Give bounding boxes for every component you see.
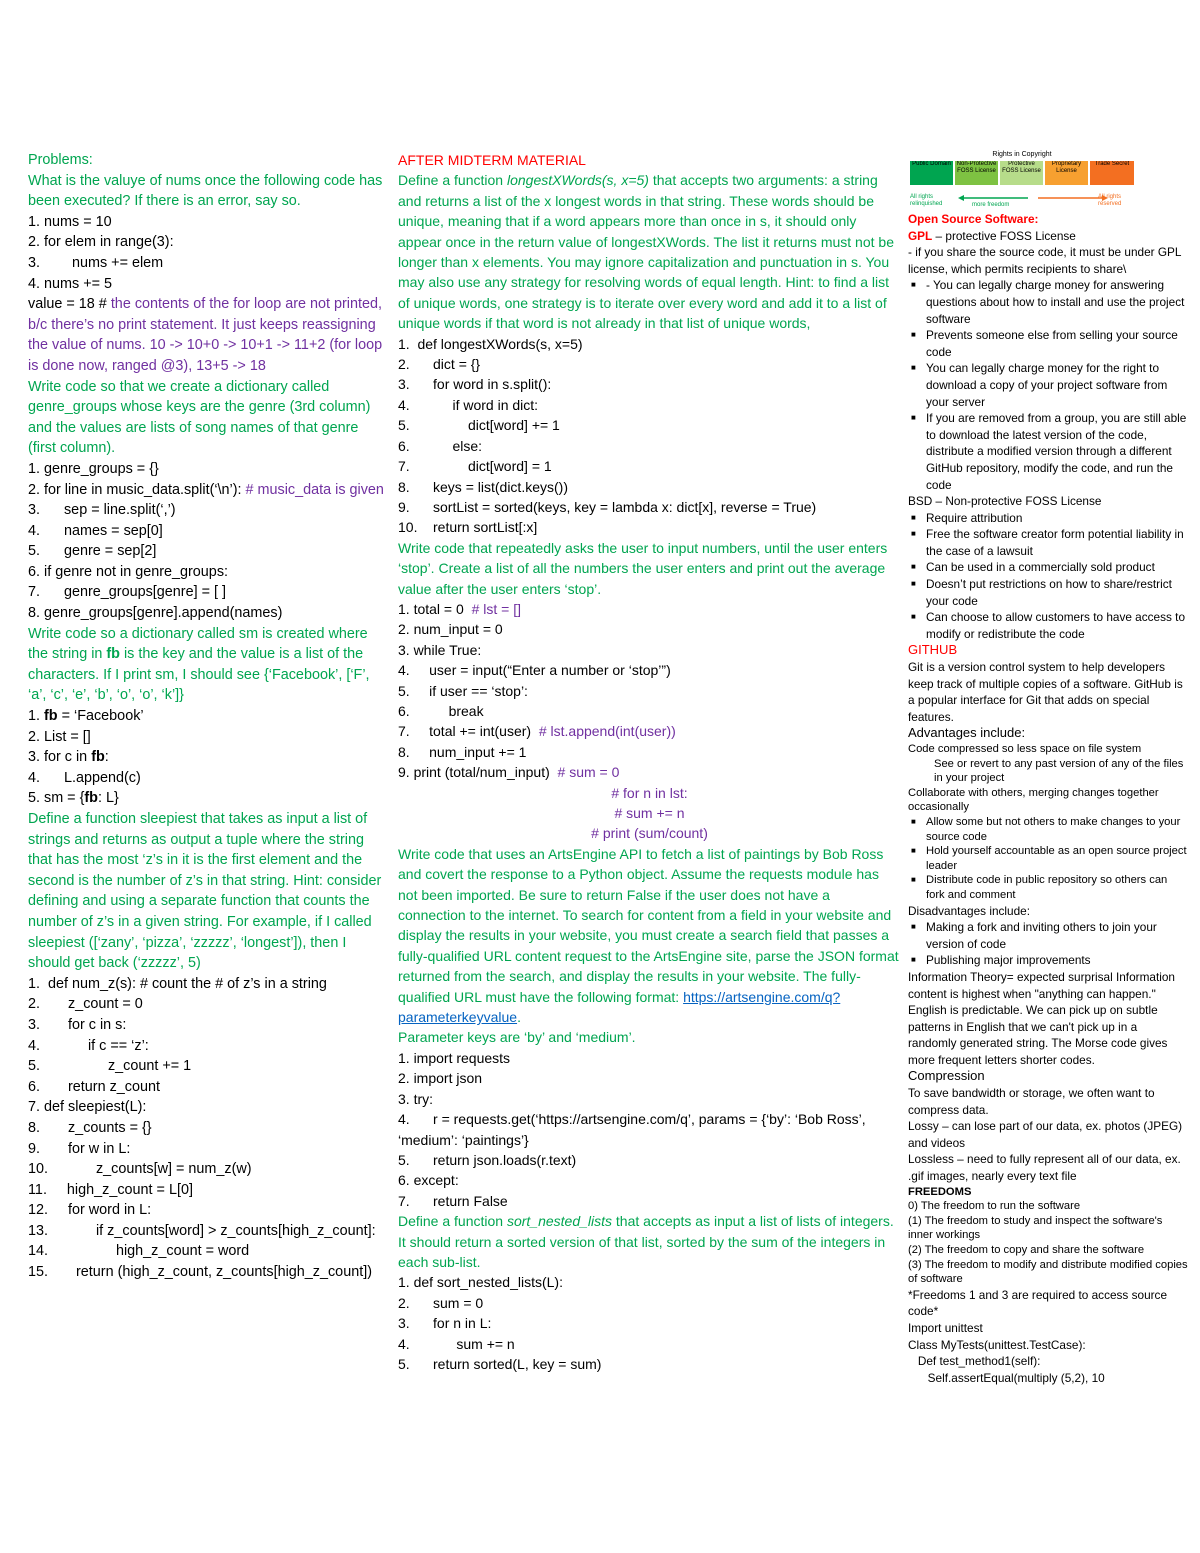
problem-line bbox=[28, 1262, 390, 1283]
text-span: 5. dict[word] += 1 bbox=[398, 417, 560, 434]
problem-line bbox=[28, 974, 390, 995]
problem-line bbox=[28, 232, 390, 253]
text-span: 2. for line in music_data.split(‘\n’): bbox=[28, 481, 246, 498]
text-span: 2. dict = {} bbox=[398, 356, 481, 373]
text-span: 4. nums += 5 bbox=[28, 275, 112, 292]
gpl-item: ■ If you are removed from a group, you are still able to download the latest version of the code, distribute a modified version through a different GitHub repository, modify the code, and run the code bbox=[908, 410, 1188, 493]
after-midterm-line bbox=[398, 1150, 901, 1170]
problem-line bbox=[28, 1077, 390, 1098]
advantage-collaborate: Collaborate with others, merging changes together occasionally bbox=[908, 786, 1162, 814]
box-non-protective: Non-Protective FOSS License bbox=[955, 161, 998, 185]
text-span: : bbox=[104, 749, 109, 766]
text-span: 5. z_count += 1 bbox=[28, 1058, 192, 1075]
text-span: fb bbox=[44, 708, 58, 725]
problem-line bbox=[28, 171, 390, 212]
text-span: 10. z_counts[w] = num_z(w) bbox=[28, 1161, 252, 1178]
after-midterm-line bbox=[398, 538, 901, 599]
freedoms-note: *Freedoms 1 and 3 are required to access source code* bbox=[908, 1287, 1171, 1319]
problem-line bbox=[28, 459, 390, 480]
after-midterm-line bbox=[398, 783, 901, 803]
text-span: # sum = 0 bbox=[557, 764, 620, 781]
after-midterm-line bbox=[398, 436, 901, 456]
after-midterm-line bbox=[398, 681, 901, 701]
problem-line bbox=[28, 582, 390, 603]
problem-line bbox=[28, 1241, 390, 1262]
problem-line bbox=[28, 603, 390, 624]
text-span: 3. for word in s.split(): bbox=[398, 376, 552, 393]
text-span: 1. bbox=[28, 708, 44, 725]
compression-intro: To save bandwidth or storage, we often want to compress data. bbox=[908, 1086, 1158, 1117]
text-span: 4. if c == ‘z’: bbox=[28, 1037, 149, 1054]
note-all-relinquished: All rights relinquished bbox=[910, 194, 943, 207]
problem-line bbox=[28, 253, 390, 274]
advantage-item: ■ Hold yourself accountable as an open source project leader bbox=[908, 844, 1188, 873]
note-more-freedom: more freedom bbox=[972, 202, 1010, 208]
after-midterm-line bbox=[398, 1027, 901, 1047]
text-span: 9. sortList = sorted(keys, key = lambda x: dict[x], reverse = True) bbox=[398, 498, 817, 515]
bsd-heading: BSD – Non-protective FOSS License bbox=[908, 494, 1102, 509]
box-public-domain: Public Domain bbox=[910, 161, 953, 185]
text-span: 5. return json.loads(r.text) bbox=[398, 1151, 577, 1168]
problem-line bbox=[28, 1056, 390, 1077]
after-midterm-line bbox=[398, 395, 901, 415]
after-midterm-line bbox=[398, 1191, 901, 1211]
text-span: that accepts as input a list of lists of integers. It should return a sorted version of that list, sorted by the sum of the integers in each sub-list. bbox=[398, 1213, 898, 1270]
text-span: 1. def sort_nested_lists(L): bbox=[398, 1274, 563, 1291]
text-span: 11. high_z_count = L[0] bbox=[28, 1181, 193, 1198]
text-span: 2. z_count = 0 bbox=[28, 996, 143, 1013]
box-trade-secret: Trade Secret bbox=[1090, 161, 1134, 185]
github-title: GITHUB bbox=[908, 642, 958, 658]
advantages-list bbox=[908, 815, 1188, 903]
problem-line bbox=[28, 788, 390, 809]
text-span: 4. r = requests.get(‘https://artsengine.com/q’, params = {‘by’: ‘Bob Ross’, ‘medium’: ‘paintings’} bbox=[398, 1111, 870, 1148]
freedoms-title: FREEDOMS bbox=[908, 1185, 972, 1198]
text-span: 6. if genre not in genre_groups: bbox=[28, 563, 229, 580]
advantage-item: ■ Distribute code in public repository so others can fork and comment bbox=[908, 873, 1188, 902]
after-midterm-line bbox=[398, 619, 901, 639]
bsd-list bbox=[908, 510, 1188, 643]
text-span: 7. def sleepiest(L): bbox=[28, 1099, 147, 1116]
problem-line bbox=[28, 1139, 390, 1160]
text-span: 2. sum = 0 bbox=[398, 1294, 484, 1311]
problem-line bbox=[28, 212, 390, 233]
after-midterm-line bbox=[398, 1313, 901, 1333]
bsd-item: ■ Doesn’t put restrictions on how to share/restrict your code bbox=[908, 576, 1188, 609]
information-theory: Information Theory= expected surprisal Information content is highest when "anything can happen." English is predictable. We can pick up on subtle patterns in English that we can't pick up in a randomly generated string. The Morse code gives more frequent letters shorter codes. bbox=[908, 969, 1179, 1067]
text-span: 1. total = 0 bbox=[398, 600, 472, 617]
oss-title: Open Source Software: bbox=[908, 212, 1039, 226]
bsd-item: ■ Can be used in a commercially sold product bbox=[908, 559, 1188, 576]
box-protective: Protective FOSS License bbox=[1000, 161, 1043, 185]
after-midterm-line bbox=[398, 1068, 901, 1088]
text-span: . bbox=[517, 1009, 521, 1026]
text-span: Define a function bbox=[398, 172, 507, 189]
text-span: 7. genre_groups[genre] = [ ] bbox=[28, 584, 226, 601]
problem-line bbox=[28, 1180, 390, 1201]
compression-title: Compression bbox=[908, 1068, 985, 1084]
diagram-title: Rights in Copyright bbox=[992, 151, 1052, 158]
text-span: Parameter keys are ‘by’ and ‘medium’. bbox=[398, 1029, 636, 1046]
code-line: Import unittest bbox=[908, 1320, 983, 1335]
text-span: is the key and the value is a list of the characters. If I print sm, I should see {‘Facebook’, [‘F’, ‘a’, ‘c’, ‘e’, ‘b’, ‘o’, ‘o’, ‘k’]} bbox=[28, 646, 374, 704]
rights-in-copyright-diagram bbox=[910, 150, 1134, 208]
after-midterm-line bbox=[398, 823, 901, 843]
text-span: 4. if word in dict: bbox=[398, 396, 539, 413]
text-span: 7. return False bbox=[398, 1192, 508, 1209]
text-span: 6. except: bbox=[398, 1172, 459, 1189]
text-span: 1. def longestXWords(s, x=5) bbox=[398, 335, 583, 352]
text-span: Write code that uses an ArtsEngine API to fetch a list of paintings by Bob Ross and covert the response to a Python object. Assume the requests module has not been imported. Be sure to return False if the user does not have a connection to the internet. To search for content from a field in your website and display the results in your website, you must create a search field that passes a fully-qualified URL content request to the ArtsEngine site, parse the JSON format returned from the search, and display the results in your website. The fully-qualified URL must have the following format: bbox=[398, 845, 903, 1005]
text-span: that accepts two arguments: a string and returns a list of the x longest words in that string. These words should be unique, meaning that if a word appears more than once in s, it should only appear once in the return value of longestXWords. The list it returns must not be longer than x elements. You may ignore capitalization and punctuation in s. You may also use any strategy for resolving words of equal length. Hint: to find a list of unique words, one strategy is to iterate over every word and add it to a list of unique words if that word is not already in that list of unique words, bbox=[398, 172, 898, 332]
text-span: 5. genre = sep[2] bbox=[28, 543, 157, 560]
lossless-text: Lossless – need to fully represent all of our data, ex. .gif images, nearly every text file bbox=[908, 1152, 1185, 1184]
text-span: Define a function sleepiest that takes as input a list of strings and returns as output a tuple where the string that has the most ‘z’s in it is the first element and the second is the number of z’s in that string. Hint: consider defining and using a separate function that counts the number of z’s in a given string. For example, if I called sleepiest ([‘zany’, ‘pizza’, ‘zzzzz’, ‘longest’]), then I should get back (‘zzzzz’, 5) bbox=[28, 811, 386, 972]
text-span: sort_nested_lists bbox=[506, 1213, 613, 1230]
text-span: 15. return (high_z_count, z_counts[high_z_count]) bbox=[28, 1264, 372, 1281]
after-midterm-line bbox=[398, 803, 901, 823]
text-span: 3. nums += elem bbox=[28, 254, 164, 271]
freedom-item: (1) The freedom to study and inspect the software's inner workings bbox=[908, 1214, 1166, 1242]
text-span: 6. else: bbox=[398, 437, 483, 454]
after-midterm-line bbox=[398, 517, 901, 537]
text-span: Problems: bbox=[28, 152, 93, 168]
after-midterm-line bbox=[398, 1272, 901, 1292]
freedom-item: 0) The freedom to run the software bbox=[908, 1200, 1081, 1213]
gpl-intro: - if you share the source code, it must be under GPL license, which permits recipients to share\ bbox=[908, 245, 1185, 276]
problem-line bbox=[28, 1097, 390, 1118]
text-span: 12. for word in L: bbox=[28, 1202, 152, 1219]
text-span: # for n in lst: bbox=[611, 784, 688, 801]
problem-line bbox=[28, 150, 390, 171]
text-span: 4. L.append(c) bbox=[28, 769, 141, 786]
advantages-title: Advantages include: bbox=[908, 725, 1026, 741]
code-line: Self.assertEqual(multiply (5,2), 10 bbox=[908, 1370, 1105, 1385]
note-all-reserved: All rights reserved bbox=[1098, 194, 1122, 207]
after-midterm-line bbox=[398, 415, 901, 435]
text-span: Define a function bbox=[398, 1213, 507, 1230]
text-span: 9. for w in L: bbox=[28, 1140, 131, 1157]
text-span: 1. genre_groups = {} bbox=[28, 460, 159, 477]
problem-line bbox=[28, 1015, 390, 1036]
problem-line bbox=[28, 1221, 390, 1242]
bsd-item: ■ Require attribution bbox=[908, 510, 1188, 527]
text-span: # sum += n bbox=[614, 805, 685, 821]
text-span: 5. return sorted(L, key = sum) bbox=[398, 1355, 602, 1372]
problem-line bbox=[28, 1159, 390, 1180]
problem-line bbox=[28, 994, 390, 1015]
after-midterm-line bbox=[398, 477, 901, 497]
text-span: fb bbox=[106, 646, 120, 663]
text-span: 1. def num_z(s): # count the # of z’s in a string bbox=[28, 975, 327, 992]
text-span: Write code so that we create a dictionary called genre_groups whose keys are the genre (3rd column) and the values are lists of song names of that genre (first column). bbox=[28, 378, 375, 457]
after-midterm-line bbox=[398, 1089, 901, 1109]
text-span: 3. for n in L: bbox=[398, 1315, 492, 1332]
text-span: the contents of the for loop are not printed, b/c there’s no print statement. It just keeps reassigning the value of nums. 10 -> 10+0 -> 10+1 -> 11+2 (for loop is done now, ranged @3), 13+5 -> 18 bbox=[28, 296, 387, 374]
text-span: 3. for c in s: bbox=[28, 1016, 127, 1033]
code-line: Class MyTests(unittest.TestCase): bbox=[908, 1337, 1086, 1352]
text-span: : L} bbox=[97, 790, 119, 807]
gpl-item: ■ You can legally charge money for the right to download a copy of your project software from your server bbox=[908, 360, 1188, 410]
text-span: 8. genre_groups[genre].append(names) bbox=[28, 605, 283, 622]
after-midterm-line bbox=[398, 660, 901, 680]
text-span: 1. import requests bbox=[398, 1049, 511, 1066]
problem-line bbox=[28, 294, 390, 376]
text-span: fb bbox=[84, 790, 98, 807]
freedom-item: (2) The freedom to copy and share the software bbox=[908, 1244, 1145, 1256]
gpl-item: ■ Prevents someone else from selling your source code bbox=[908, 327, 1188, 360]
text-span: # lst.append(int(user)) bbox=[538, 723, 676, 740]
text-span: 10. return sortList[:x] bbox=[398, 519, 538, 536]
after-midterm-line bbox=[398, 1354, 901, 1374]
text-span: 5. sm = { bbox=[28, 790, 85, 807]
problem-line bbox=[28, 500, 390, 521]
text-span: 8. keys = list(dict.keys()) bbox=[398, 478, 568, 495]
problem-line bbox=[28, 747, 390, 768]
after-midterm-line bbox=[398, 742, 901, 762]
problem-line bbox=[28, 1200, 390, 1221]
github-intro: Git is a version control system to help developers keep track of multiple copies of a software. GitHub is a popular interface for Git that adds on special features. bbox=[908, 660, 1187, 724]
bsd-item: ■ Can choose to allow customers to have access to modify or redistribute the code bbox=[908, 609, 1188, 642]
text-span: 3. try: bbox=[398, 1090, 434, 1107]
text-span: 3. while True: bbox=[398, 641, 482, 658]
problem-line bbox=[28, 624, 390, 706]
disadvantage-item: ■ Making a fork and inviting others to join your version of code bbox=[908, 919, 1188, 952]
problem-line bbox=[28, 562, 390, 583]
text-span: 8. num_input += 1 bbox=[398, 743, 527, 760]
disadvantage-item: ■ Publishing major improvements bbox=[908, 952, 1188, 969]
text-span: 6. return z_count bbox=[28, 1078, 160, 1095]
text-span: Write code so a dictionary called sm is created where the string in bbox=[28, 625, 372, 663]
text-span: 8. z_counts = {} bbox=[28, 1119, 152, 1136]
text-span: 9. print (total/num_input) bbox=[398, 764, 558, 781]
after-midterm-line bbox=[398, 1109, 901, 1150]
text-span: 13. if z_counts[word] > z_counts[high_z_count]: bbox=[28, 1222, 376, 1239]
text-span: 4. names = sep[0] bbox=[28, 522, 163, 539]
problem-line bbox=[28, 768, 390, 789]
text-span: 2. import json bbox=[398, 1070, 483, 1087]
artsengine-url-link[interactable]: https://artsengine.com/q?parameterkeyvalue bbox=[398, 988, 841, 1026]
box-proprietary: Proprietary License bbox=[1045, 161, 1088, 185]
advantage-compressed: Code compressed so less space on file system bbox=[908, 743, 1142, 755]
after-midterm-line bbox=[398, 1293, 901, 1313]
problem-line bbox=[28, 521, 390, 542]
problem-line bbox=[28, 541, 390, 562]
text-span: 2. List = [] bbox=[28, 728, 91, 745]
after-midterm-line bbox=[398, 456, 901, 476]
after-midterm-line bbox=[398, 1334, 901, 1354]
text-span: value = 18 # bbox=[28, 296, 111, 313]
right-column bbox=[908, 150, 1191, 1386]
after-midterm-line bbox=[398, 701, 901, 721]
after-midterm-line bbox=[398, 721, 901, 741]
problem-line bbox=[28, 377, 390, 459]
text-span: 6. break bbox=[398, 702, 484, 719]
text-span: fb bbox=[91, 749, 105, 766]
left-column bbox=[28, 150, 390, 1283]
after-midterm-line bbox=[398, 640, 901, 660]
unittest-code bbox=[908, 1320, 1188, 1386]
after-midterm-line bbox=[398, 1048, 901, 1068]
gpl-heading: GPL – protective FOSS License bbox=[908, 228, 1076, 243]
text-span: 3. sep = line.split(‘,’) bbox=[28, 502, 176, 519]
text-span: 7. dict[word] = 1 bbox=[398, 458, 552, 475]
after-midterm-line bbox=[398, 599, 901, 619]
middle-column bbox=[398, 150, 901, 1374]
disadvantages-title: Disadvantages include: bbox=[908, 903, 1030, 918]
lossy-text: Lossy – can lose part of our data, ex. photos (JPEG) and videos bbox=[908, 1119, 1186, 1150]
advantage-revert: See or revert to any past version of any of the files in your project bbox=[934, 757, 1187, 785]
problem-line bbox=[28, 274, 390, 295]
gpl-item: ■ - You can legally charge money for answering questions about how to install and use the project software bbox=[908, 277, 1188, 327]
bsd-item: ■ Free the software creator form potential liability in the case of a lawsuit bbox=[908, 526, 1188, 559]
after-midterm-line bbox=[398, 1211, 901, 1272]
text-span: 1. nums = 10 bbox=[28, 213, 112, 230]
text-span: 2. num_input = 0 bbox=[398, 621, 503, 638]
after-midterm-line bbox=[398, 334, 901, 354]
problem-line bbox=[28, 1036, 390, 1057]
after-midterm-line bbox=[398, 374, 901, 394]
text-span: 3. for c in bbox=[28, 749, 92, 766]
text-span: = ‘Facebook’ bbox=[57, 708, 144, 725]
text-span: AFTER MIDTERM MATERIAL bbox=[398, 152, 586, 168]
after-midterm-line bbox=[398, 354, 901, 374]
text-span: longestXWords(s, x=5) bbox=[506, 172, 649, 189]
code-line: Def test_method1(self): bbox=[908, 1354, 1041, 1369]
after-midterm-line bbox=[398, 762, 901, 782]
problem-line bbox=[28, 727, 390, 748]
gpl-list bbox=[908, 277, 1188, 493]
disadvantages-list bbox=[908, 919, 1188, 969]
text-span: # music_data is given bbox=[245, 481, 384, 498]
text-span: 4. sum += n bbox=[398, 1335, 515, 1352]
problem-line bbox=[28, 480, 390, 501]
after-midterm-line bbox=[398, 844, 901, 1028]
advantage-item: ■ Allow some but not others to make changes to your source code bbox=[908, 815, 1188, 844]
text-span: What is the valuye of nums once the following code has been executed? If there is an error, say so. bbox=[28, 172, 387, 210]
after-midterm-line bbox=[398, 170, 901, 333]
problem-line bbox=[28, 706, 390, 727]
problem-line bbox=[28, 809, 390, 974]
text-span: Write code that repeatedly asks the user to input numbers, until the user enters ‘stop’. Create a list of all the numbers the user enters and print out the average value after the user enters ‘stop’. bbox=[398, 539, 892, 597]
text-span: # print (sum/count) bbox=[591, 825, 708, 842]
text-span: 2. for elem in range(3): bbox=[28, 234, 174, 251]
after-midterm-line bbox=[398, 150, 901, 170]
text-span: 7. total += int(user) bbox=[398, 723, 539, 740]
freedom-item: (3) The freedom to modify and distribute modified copies of software bbox=[908, 1258, 1191, 1286]
freedoms-list bbox=[908, 1199, 1191, 1287]
after-midterm-line bbox=[398, 497, 901, 517]
problem-line bbox=[28, 1118, 390, 1139]
after-midterm-line bbox=[398, 1170, 901, 1190]
text-span: 14. high_z_count = word bbox=[28, 1243, 250, 1260]
text-span: 4. user = input(“Enter a number or ‘stop’”) bbox=[398, 662, 671, 679]
text-span: # lst = [] bbox=[471, 600, 521, 617]
text-span: 5. if user == ‘stop’: bbox=[398, 682, 528, 699]
